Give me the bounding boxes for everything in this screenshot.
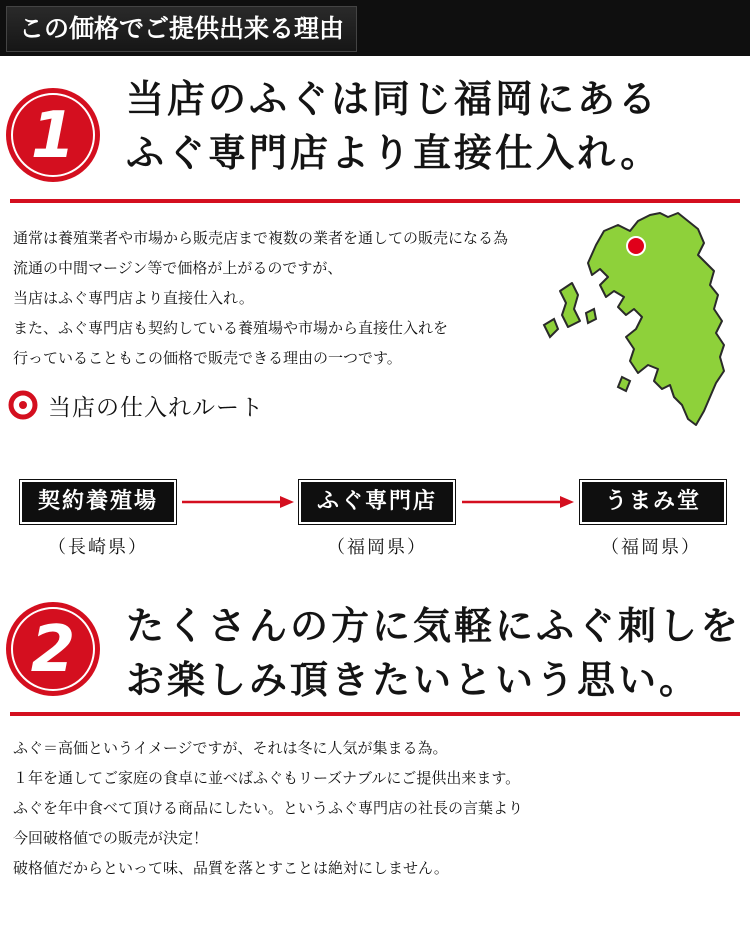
number-badge-1 (4, 86, 102, 184)
reason1-heading-line: 当店のふぐは同じ福岡にある (126, 77, 660, 121)
body-line: 当店はふぐ専門店より直接仕入れ。 (13, 289, 254, 307)
reason2-heading (126, 599, 741, 707)
route-place-shop: （福岡県） (601, 537, 701, 558)
body-line: ふぐを年中食べて頂ける商品にしたい。というふぐ専門店の社長の言葉より (13, 799, 524, 817)
page-title: この価格でご提供出来る理由 (6, 6, 357, 52)
route-box-farm: 契約養殖場 (20, 480, 176, 524)
route-label (8, 385, 264, 425)
body-line: ふぐ＝高価というイメージですが、それは冬に人気が集まる為。 (13, 739, 448, 757)
reason1-body (13, 223, 508, 373)
reason2-heading-line: お楽しみ頂きたいという思い。 (126, 658, 701, 702)
reason2-heading-line: たくさんの方に気軽にふぐ刺しを (126, 604, 742, 648)
kyushu-map-icon (538, 205, 743, 430)
route-box-shop: うまみ堂 (580, 480, 726, 524)
divider-line (10, 712, 740, 716)
red-arrow-icon (182, 496, 294, 508)
route-place-specialist: （福岡県） (327, 537, 427, 558)
red-arrow-icon (462, 496, 574, 508)
reason1-heading-line: ふぐ専門店より直接仕入れ。 (126, 131, 662, 175)
reason2-body (13, 733, 523, 883)
body-line: １年を通してご家庭の食卓に並べばふぐもリーズナブルにご提供出来ます。 (13, 769, 521, 787)
body-line: 通常は養殖業者や市場から販売店まで複数の業者を通しての販売になる為 (13, 229, 509, 247)
body-line: 破格値だからといって味、品質を落とすことは絶対にしません。 (13, 859, 449, 877)
header-bar (0, 0, 750, 56)
body-line: 今回破格値での販売が決定！ (13, 829, 209, 847)
fukuoka-marker (627, 237, 645, 255)
number-badge-2 (4, 600, 102, 698)
body-line: また、ふぐ専門店も契約している養殖場や市場から直接仕入れを (13, 319, 449, 337)
divider-line (10, 199, 740, 203)
route-box-specialist: ふぐ専門店 (299, 480, 455, 524)
body-line: 流通の中間マージン等で価格が上がるのですが、 (13, 259, 343, 277)
number-2: 2 (30, 613, 76, 687)
route-label-text: 当店の仕入れルート (48, 394, 264, 421)
body-line: 行っていることもこの価格で販売できる理由の一つです。 (13, 349, 402, 367)
ring-icon (8, 390, 38, 420)
reason1-heading (126, 72, 661, 180)
route-place-farm: （長崎県） (48, 537, 148, 558)
number-1: 1 (30, 99, 76, 173)
